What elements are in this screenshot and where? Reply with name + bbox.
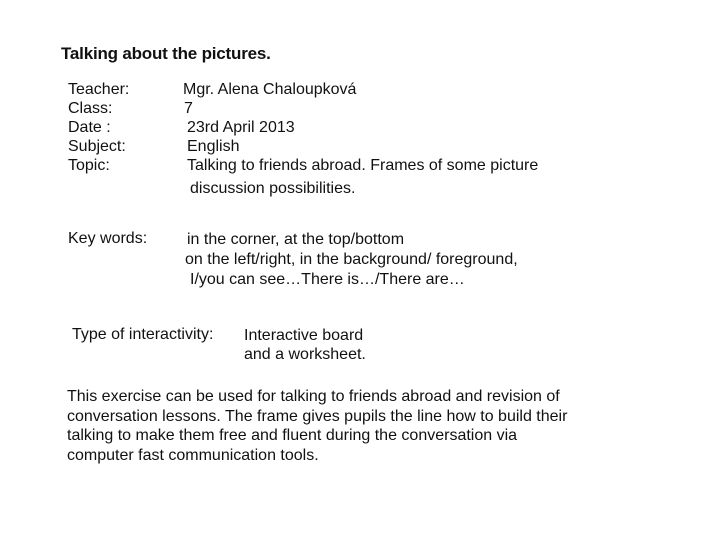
keywords-label: Key words: xyxy=(68,230,148,247)
subject-label: Subject: xyxy=(68,138,126,155)
keyword-line: I/you can see…There is…/There are… xyxy=(190,271,465,288)
interactivity-label: Type of interactivity: xyxy=(72,326,214,343)
subject-value: English xyxy=(187,138,240,155)
interactivity-line: Interactive board xyxy=(244,327,364,344)
description-line: computer fast communication tools. xyxy=(67,446,319,464)
date-label: Date : xyxy=(68,119,111,136)
description-paragraph xyxy=(67,387,567,465)
date-value: 23rd April 2013 xyxy=(187,119,295,136)
description-line: This exercise can be used for talking to friends abroad and revision of xyxy=(67,388,560,405)
class-value: 7 xyxy=(184,100,193,117)
description-line: talking to make them free and fluent during the conversation via xyxy=(67,427,518,444)
keyword-line: in the corner, at the top/bottom xyxy=(187,231,405,248)
teacher-label: Teacher: xyxy=(68,81,130,98)
description-line: conversation lessons. The frame gives pupils the line how to build their xyxy=(67,407,568,425)
page-title: Talking about the pictures. xyxy=(61,44,271,63)
topic-line: discussion possibilities. xyxy=(190,179,356,197)
interactivity-value xyxy=(244,326,366,364)
topic-value xyxy=(187,157,538,198)
teacher-value: Mgr. Alena Chaloupková xyxy=(183,81,357,98)
keywords-value xyxy=(187,230,518,290)
topic-line: Talking to friends abroad. Frames of some picture xyxy=(187,157,539,174)
topic-label: Topic: xyxy=(68,157,110,174)
class-label: Class: xyxy=(68,100,113,117)
keyword-line: on the left/right, in the background/ foreground, xyxy=(185,251,518,268)
interactivity-line: and a worksheet. xyxy=(244,346,366,363)
